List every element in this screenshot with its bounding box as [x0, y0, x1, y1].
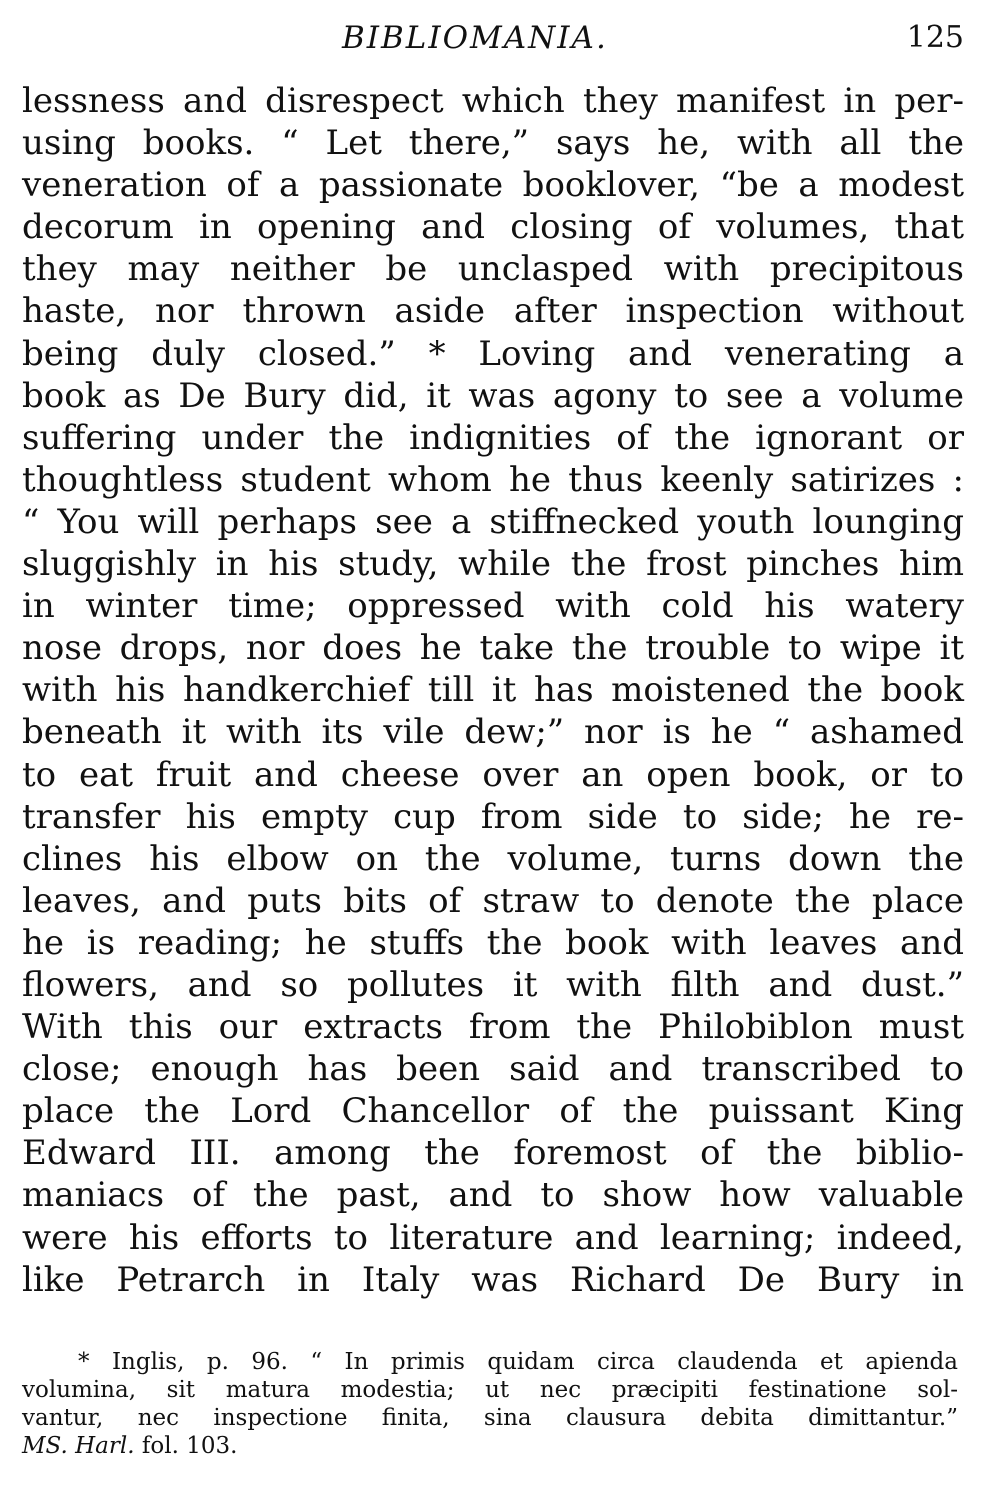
text-line: they may neither be unclasped with precipitous [22, 249, 964, 290]
text-line: suffering under the indignities of the ignorant or [22, 417, 964, 458]
text-line: “ You will perhaps see a stiffnecked youth lounging [22, 501, 964, 542]
text-line: were his efforts to literature and learning; indeed, [22, 1217, 964, 1258]
text-line: lessness and disrespect which they manifest in per- [22, 81, 964, 121]
footnote-line: * Inglis, p. 96. “ In primis quidam circa claudenda et apienda [78, 1349, 958, 1375]
running-head [0, 18, 1000, 58]
text-line: With this our extracts from the Philobiblon must [22, 1007, 964, 1048]
footnote-line: vantur, nec inspectione finita, sina clausura debita dimittantur.” [22, 1405, 958, 1431]
footnote [22, 1348, 958, 1460]
text-line: Edward III. among the foremost of the biblio- [22, 1133, 964, 1174]
text-line: clines his elbow on the volume, turns down the [22, 838, 964, 879]
manuscript-label: MS. Harl. [22, 1433, 135, 1459]
text-line: close; enough has been said and transcribed to [22, 1049, 964, 1090]
text-line: maniacs of the past, and to show how valuable [22, 1175, 964, 1216]
text-line: he is reading; he stuffs the book with leaves and [22, 922, 964, 963]
text-line: in winter time; oppressed with cold his watery [22, 586, 964, 627]
text-line: to eat fruit and cheese over an open book, or to [22, 754, 964, 795]
text-line: place the Lord Chancellor of the puissant King [22, 1091, 964, 1132]
text-line: flowers, and so pollutes it with filth and dust.” [22, 964, 964, 1005]
footnote-line [22, 1432, 958, 1460]
text-line: transfer his empty cup from side to side; he re- [22, 796, 964, 837]
text-line: haste, nor thrown aside after inspection without [22, 291, 964, 332]
text-line: leaves, and puts bits of straw to denote the place [22, 880, 964, 921]
text-line: sluggishly in his study, while the frost pinches him [22, 544, 964, 585]
text-line: being duly closed.” * Loving and venerating a [22, 333, 964, 374]
footnote-line: volumina, sit matura modestia; ut nec præcipiti festinatione sol- [22, 1377, 958, 1403]
text-line: with his handkerchief till it has moistened the book [22, 670, 964, 711]
text-line: like Petrarch in Italy was Richard De Bury in [22, 1259, 964, 1300]
text-line: thoughtless student whom he thus keenly satirizes : [22, 459, 964, 500]
text-line: beneath it with its vile dew;” nor is he “ ashamed [22, 712, 964, 753]
text-line: decorum in opening and closing of volumes, that [22, 207, 964, 248]
text-line: using books. “ Let there,” says he, with all the [22, 123, 964, 164]
text-line: veneration of a passionate booklover, “be a modest [22, 165, 964, 206]
body-text [22, 80, 964, 1301]
manuscript-folio: fol. 103. [141, 1433, 238, 1459]
page-number: 125 [906, 20, 964, 55]
running-title: BIBLIOMANIA. [342, 20, 608, 56]
text-line: book as De Bury did, it was agony to see a volume [22, 375, 964, 416]
text-line: nose drops, nor does he take the trouble to wipe it [22, 628, 964, 669]
